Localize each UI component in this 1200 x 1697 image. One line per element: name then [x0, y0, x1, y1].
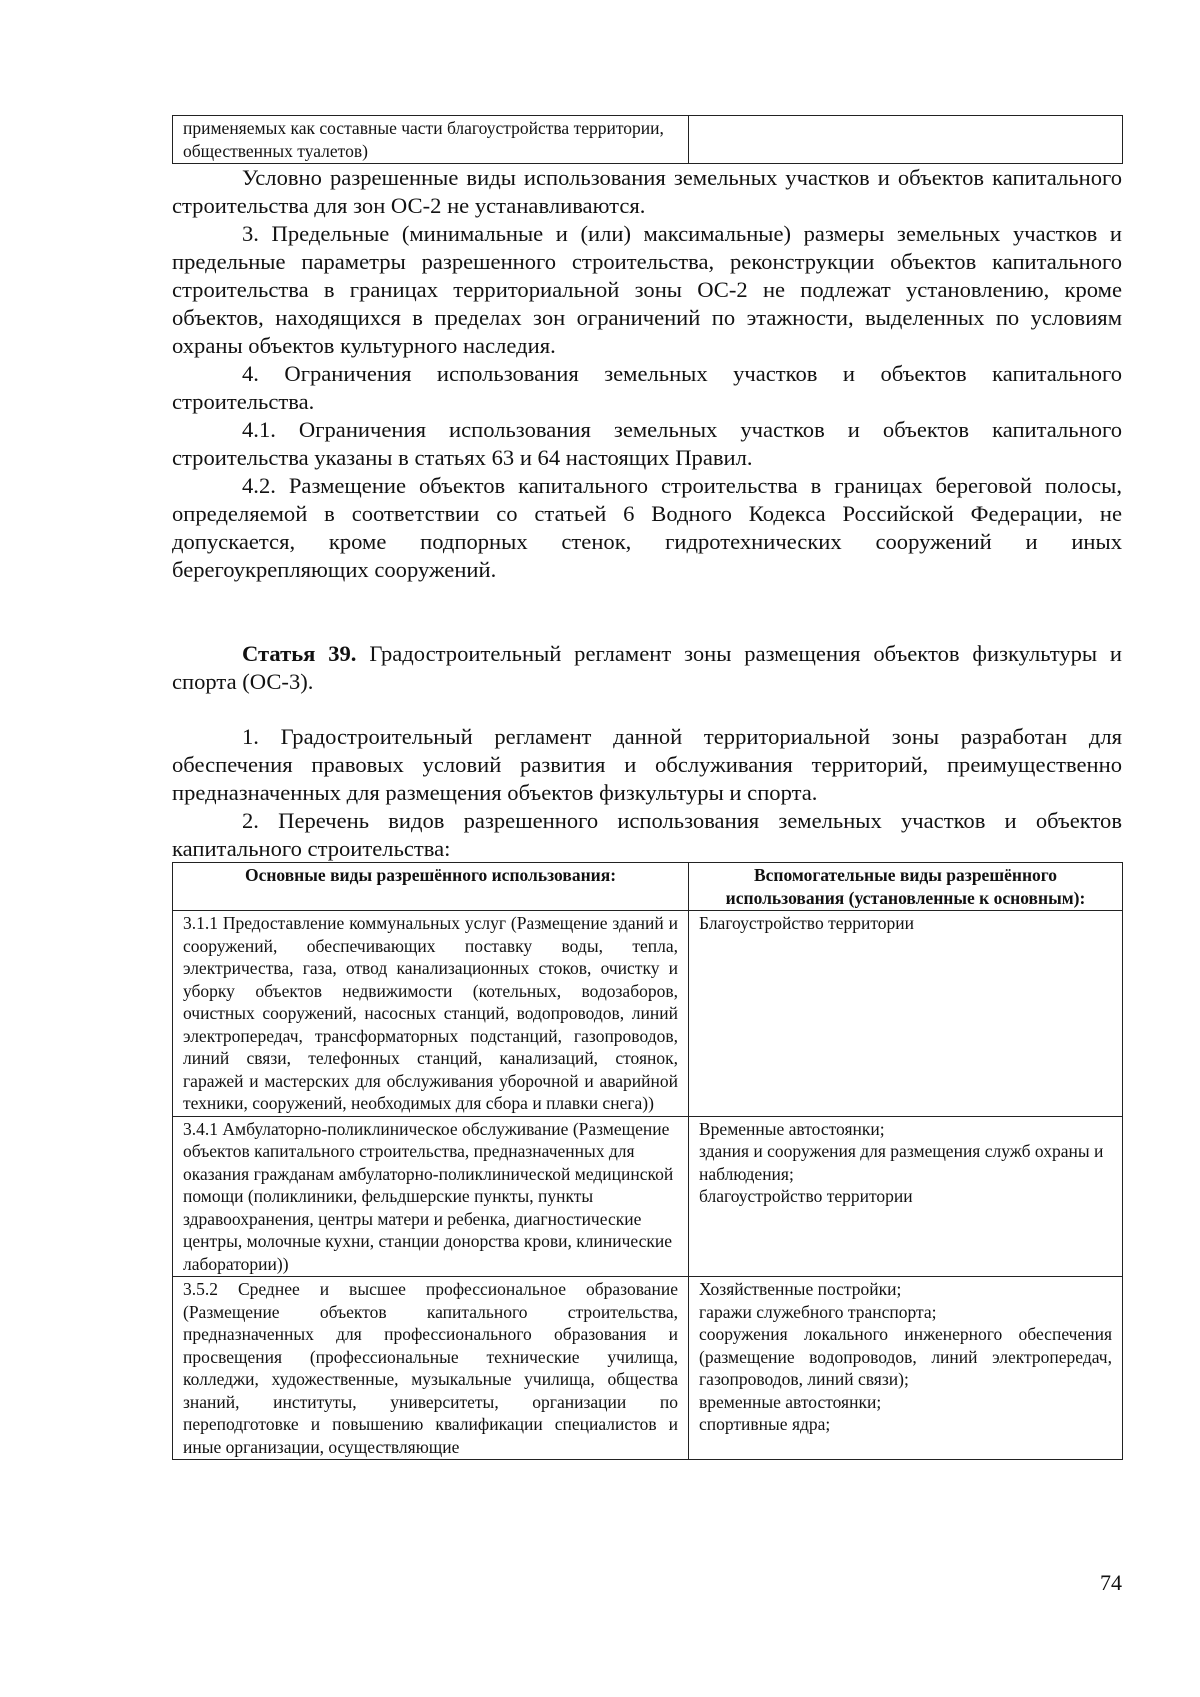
table-cell-main: 3.5.2 Среднее и высшее профессиональное образование (Размещение объектов капитального строительства, предназначенных для профессионального образования и просвещения (профессиональные технические училища, колледжи, художественные, музыкальные училища, общества знаний, институты, университеты, организации по переподготовке и повышению квалификации специалистов и иные организации, осуществляющие: [173, 1277, 689, 1460]
table-row: [173, 1277, 1123, 1460]
table-cell-aux: [689, 911, 1123, 1117]
table-cell-aux: [689, 1277, 1123, 1460]
aux-item: Хозяйственные постройки;: [699, 1279, 902, 1299]
article-title: Градостроительный регламент зоны размещения объектов физкультуры и спорта (ОС-3).: [172, 641, 1122, 694]
aux-item: Благоустройство территории: [699, 913, 914, 933]
article-label: Статья 39.: [242, 641, 357, 666]
paragraph-3-limits: 3. Предельные (минимальные и (или) максимальные) размеры земельных участков и предельные параметры разрешенного строительства, реконструкции объектов капитального строительства в границах территориальной зоны ОС-2 не подлежат установлению, кроме объектов, находящихся в пределах зон ограничений по этажности, выделенных по условиям охраны объектов культурного наследия.: [172, 221, 1122, 358]
continued-table: [172, 115, 1123, 164]
table-cell-main: 3.1.1 Предоставление коммунальных услуг (Размещение зданий и сооружений, обеспечивающих поставку воды, тепла, электричества, газа, отвод канализационных стоков, очистку и уборку объектов недвижимости (котельных, водозаборов, очистных сооружений, насосных станций, водопроводов, линий электропередач, трансформаторных подстанций, газопроводов, линий связи, телефонных станций, канализаций, стоянок, гаражей и мастерских для обслуживания уборочной и аварийной техники, сооружений, необходимых для сбора и плавки снега)): [173, 911, 689, 1117]
permitted-use-table: [172, 862, 1123, 1460]
zone-os2-text: [172, 164, 1122, 584]
article-heading: [172, 640, 1122, 696]
aux-item: сооружения локального инженерного обеспечения (размещение водопроводов, линий электропередач, газопроводов, линий связи);: [699, 1324, 1112, 1389]
paragraph-1-purpose: 1. Градостроительный регламент данной территориальной зоны разработан для обеспечения правовых условий развития и обслуживания территорий, преимущественно предназначенных для размещения объектов физкультуры и спорта.: [172, 724, 1122, 805]
aux-item: здания и сооружения для размещения служб охраны и наблюдения;: [699, 1141, 1104, 1184]
table-header-row: [173, 863, 1123, 911]
aux-item: временные автостоянки;: [699, 1391, 882, 1412]
table-cell-main: 3.4.1 Амбулаторно-поликлиническое обслуживание (Размещение объектов капитального строительства, предназначенных для оказания гражданам амбулаторно-поликлинической медицинской помощи (поликлиники, фельдшерские пункты, пункты здравоохранения, центры матери и ребенка, диагностические центры, молочные кухни, станции донорства крови, клинические лаборатории)): [173, 1116, 689, 1277]
paragraph-4-restrictions: 4. Ограничения использования земельных участков и объектов капитального строительства.: [172, 361, 1122, 414]
table-cell-aux: [689, 1116, 1123, 1277]
aux-item: спортивные ядра;: [699, 1414, 831, 1434]
paragraph-conditional-uses: Условно разрешенные виды использования земельных участков и объектов капитального строительства для зон ОС-2 не устанавливаются.: [172, 165, 1122, 218]
table-row: [173, 116, 1123, 164]
header-aux-uses: Вспомогательные виды разрешённого использования (установленные к основным):: [689, 863, 1123, 911]
table-row: [173, 911, 1123, 1117]
paragraph-2-list-intro: 2. Перечень видов разрешенного использования земельных участков и объектов капитального строительства:: [172, 808, 1122, 861]
aux-item: гаражи служебного транспорта;: [699, 1301, 937, 1322]
zone-os3-text: [172, 723, 1122, 863]
table-cell-main: применяемых как составные части благоустройства территории, общественных туалетов): [173, 116, 689, 164]
header-main-uses: Основные виды разрешённого использования:: [173, 863, 689, 911]
table-row: [173, 1116, 1123, 1277]
paragraph-4-1: 4.1. Ограничения использования земельных участков и объектов капитального строительства указаны в статьях 63 и 64 настоящих Правил.: [172, 417, 1122, 470]
page-number: 74: [1100, 1570, 1122, 1595]
aux-item: благоустройство территории: [699, 1186, 913, 1206]
aux-item: Временные автостоянки;: [699, 1118, 885, 1139]
table-cell-aux: [689, 116, 1123, 164]
paragraph-4-2: 4.2. Размещение объектов капитального строительства в границах береговой полосы, определяемой в соответствии со статьей 6 Водного Кодекса Российской Федерации, не допускается, кроме подпорных стенок, гидротехнических сооружений и иных берегоукрепляющих сооружений.: [172, 473, 1122, 582]
